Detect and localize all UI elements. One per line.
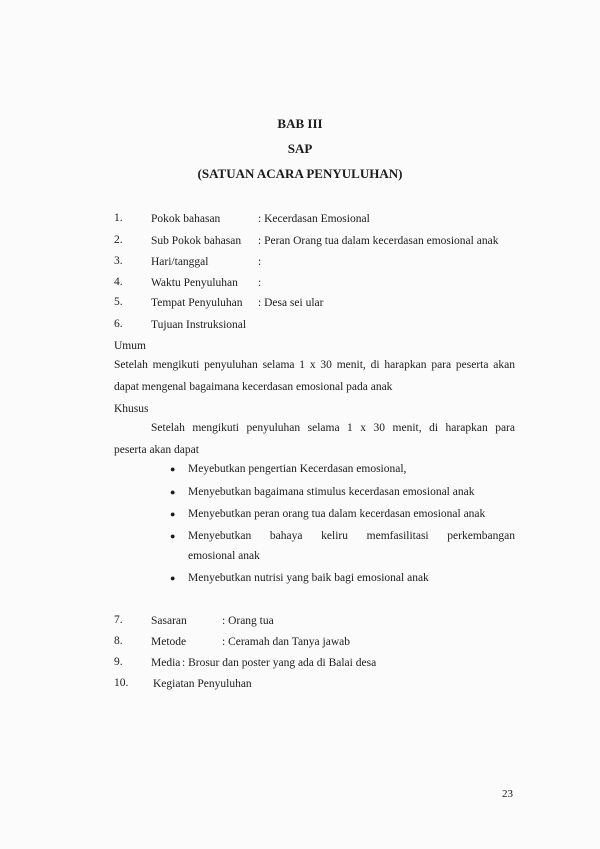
bullet-icon: ● (170, 464, 176, 474)
bullet-icon: ● (170, 487, 176, 497)
item-value: : (258, 277, 262, 289)
item-label: Hari/tanggal (151, 256, 209, 268)
item-number: 9. (114, 656, 123, 668)
khusus-paragraph-line: peserta akan dapat (114, 444, 199, 456)
sap-full-title: (SATUAN ACARA PENYULUHAN) (197, 166, 403, 181)
item-label: Sasaran (151, 615, 187, 627)
item-value: : Brosur dan poster yang ada di Balai desa (182, 657, 377, 669)
item-label: Media (151, 657, 181, 669)
item-number: 8. (114, 635, 123, 647)
item-value: : Desa sei ular (258, 297, 324, 309)
list-item: Meyebutkan pengertian Kecerdasan emosional, (188, 463, 407, 475)
bullet-icon: ● (170, 531, 176, 541)
item-label: Kegiatan Penyuluhan (153, 678, 252, 690)
chapter-heading: BAB III (277, 116, 323, 131)
page-number: 23 (502, 788, 513, 800)
item-number: 2. (114, 234, 123, 246)
khusus-heading: Khusus (114, 403, 149, 415)
item-number: 1. (114, 212, 123, 224)
item-label: Metode (151, 636, 187, 648)
item-number: 3. (114, 255, 123, 267)
item-value: : Peran Orang tua dalam kecerdasan emosional anak (258, 235, 499, 247)
khusus-paragraph-line: Setelah mengikuti penyuluhan selama 1 x 30 menit, di harapkan para (151, 422, 515, 434)
item-label: Sub Pokok bahasan (151, 235, 242, 247)
item-label: Tempat Penyuluhan (151, 297, 243, 309)
bullet-icon: ● (170, 509, 176, 519)
item-value: : (258, 256, 262, 268)
item-number: 7. (114, 614, 123, 626)
item-number: 6. (114, 318, 123, 330)
list-item: Menyebutkan peran orang tua dalam kecerdasan emosional anak (188, 508, 486, 520)
list-item: Menyebutkan nutrisi yang baik bagi emosional anak (188, 572, 429, 584)
item-label: Pokok bahasan (151, 213, 221, 225)
item-label: Tujuan Instruksional (151, 319, 247, 331)
list-item: Menyebutkan bagaimana stimulus kecerdasan emosional anak (188, 486, 475, 498)
item-number: 10. (114, 677, 129, 689)
bullet-icon: ● (170, 573, 176, 583)
sap-heading: SAP (287, 141, 313, 156)
umum-heading: Umum (114, 340, 146, 352)
list-item-continuation: emosional anak (188, 550, 260, 562)
list-item: Menyebutkan bahaya keliru memfasilitasi perkembangan (188, 530, 515, 542)
item-value: : Orang tua (222, 615, 274, 627)
item-label: Waktu Penyuluhan (151, 277, 238, 289)
item-value: : Ceramah dan Tanya jawab (222, 636, 350, 648)
item-value: : Kecerdasan Emosional (258, 213, 370, 225)
umum-paragraph-line: dapat mengenal bagaimana kecerdasan emosional pada anak (114, 381, 393, 393)
umum-paragraph-line: Setelah mengikuti penyuluhan selama 1 x 30 menit, di harapkan para peserta akan (114, 359, 515, 371)
item-number: 4. (114, 276, 123, 288)
item-number: 5. (114, 296, 123, 308)
